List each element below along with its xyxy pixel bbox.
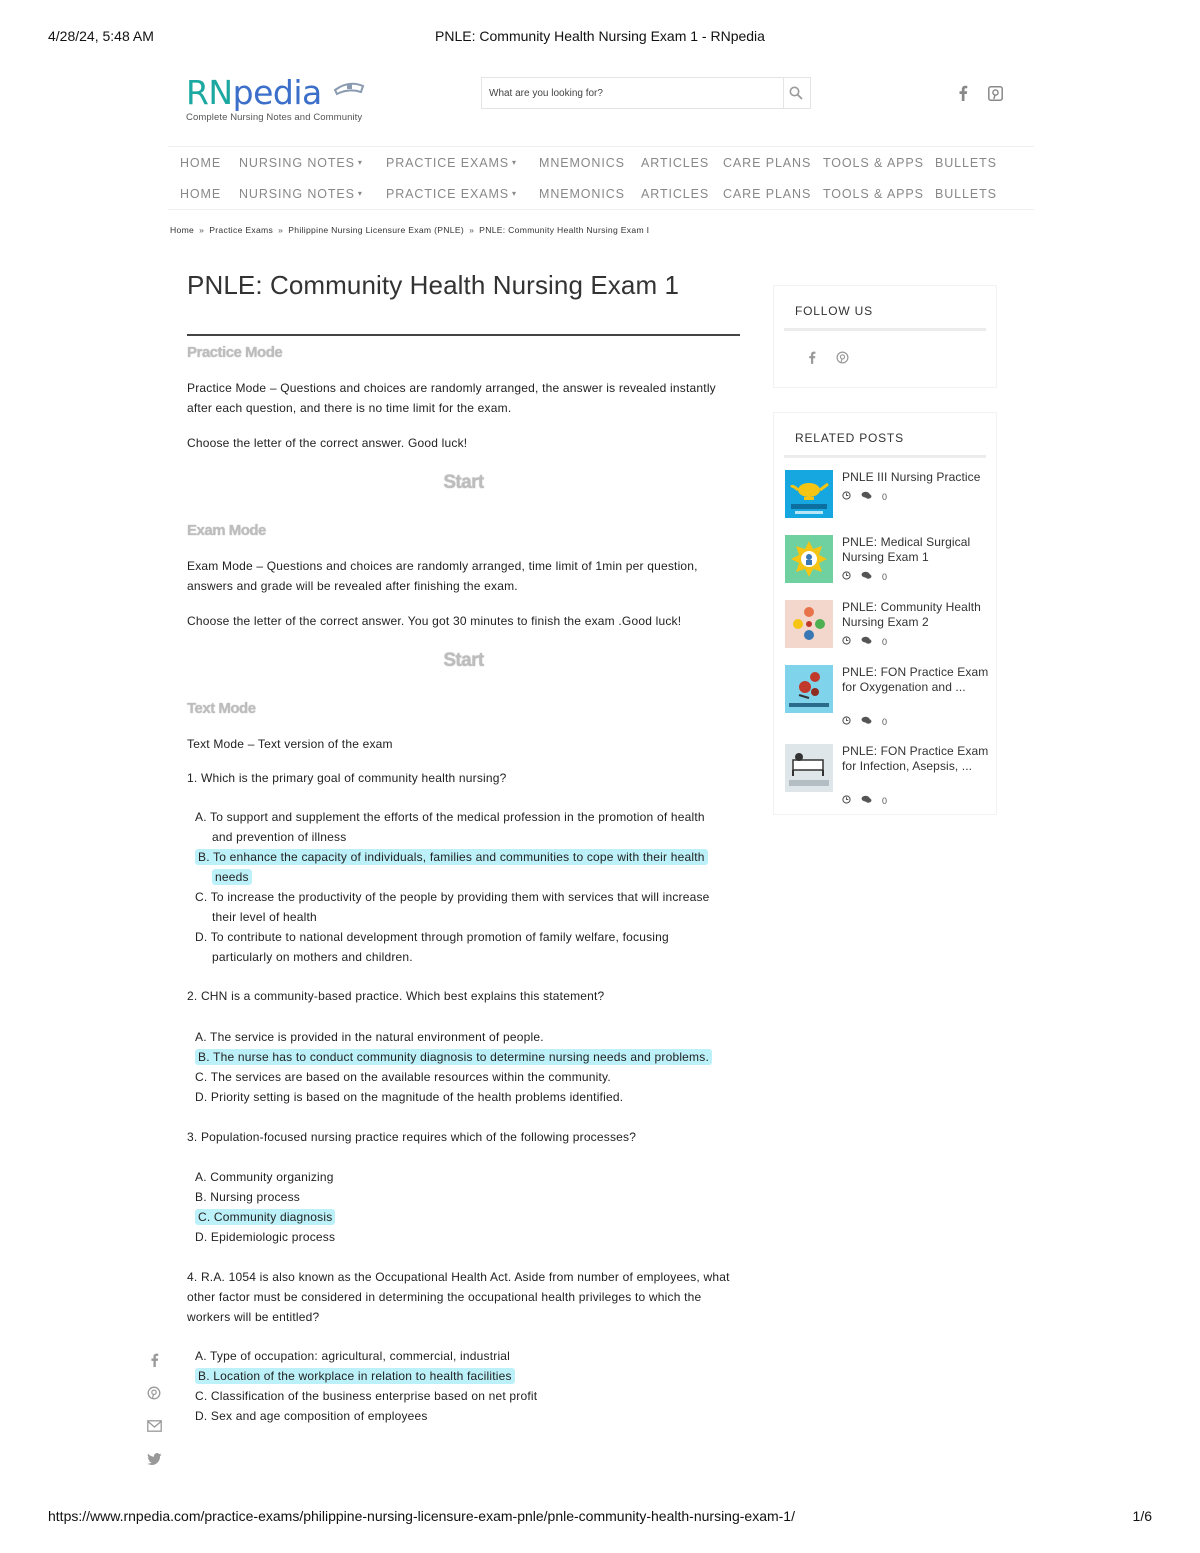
print-title: PNLE: Community Health Nursing Exam 1 - RNpedia	[435, 28, 765, 44]
nav-care-plans[interactable]	[723, 156, 811, 170]
search-icon	[789, 86, 803, 100]
nav-articles-label: ARTICLES	[641, 155, 710, 170]
nav-articles[interactable]	[641, 156, 709, 170]
caret-down-icon: ▾	[357, 157, 363, 167]
choice-text: B. Nursing process	[195, 1190, 300, 1204]
breadcrumb-home[interactable]: Home	[170, 225, 195, 235]
facebook-icon[interactable]	[808, 351, 816, 367]
comment-count: 0	[882, 571, 888, 582]
nav-nursing-notes[interactable]	[239, 187, 363, 201]
question-4: 4. R.A. 1054 is also known as the Occupational Health Act. Aside from number of employees, what other factor must be considered in determining the occupational health privileges to which the workers will be entitled?	[187, 1270, 730, 1324]
related-posts-widget	[773, 412, 997, 815]
choice-text: D. Epidemiologic process	[195, 1230, 336, 1244]
nav-home-label: HOME	[180, 186, 222, 201]
related-posts-title: RELATED POSTS	[784, 413, 986, 458]
comments-icon	[861, 636, 872, 647]
choice-3a	[195, 1167, 715, 1187]
question-2-choices	[195, 1027, 740, 1107]
choice-text: A. Type of occupation: agricultural, commercial, industrial	[195, 1349, 511, 1363]
clock-icon	[842, 795, 851, 806]
breadcrumb	[170, 225, 649, 235]
choice-4b-correct	[195, 1366, 715, 1386]
choice-text-highlighted: B. The nurse has to conduct community diagnosis to determine nursing needs and problems.	[195, 1049, 712, 1065]
question-1-choices	[195, 807, 740, 967]
twitter-icon[interactable]	[144, 1449, 164, 1469]
nav-care-plans-label: CARE PLANS	[723, 186, 812, 201]
related-post-meta	[842, 571, 887, 582]
practice-mode-label: Practice Mode	[187, 381, 267, 395]
choice-2b-correct	[195, 1047, 715, 1067]
text-mode-description	[187, 734, 740, 754]
nav-mnemonics-label: MNEMONICS	[539, 186, 625, 201]
nav-mnemonics-label: MNEMONICS	[539, 155, 625, 170]
comment-count: 0	[882, 636, 888, 647]
nav-nursing-notes-label: NURSING NOTES	[239, 155, 355, 170]
related-post-meta	[842, 716, 887, 727]
pinterest-icon[interactable]	[144, 1383, 164, 1403]
choice-text-highlighted: C. Community diagnosis	[195, 1209, 335, 1225]
nav-articles-label: ARTICLES	[641, 186, 710, 201]
search-input[interactable]	[482, 78, 784, 108]
choice-1a	[195, 807, 715, 847]
nav-tools-apps-label: TOOLS & APPS	[823, 155, 924, 170]
search-button[interactable]	[782, 78, 810, 108]
practice-start-button[interactable]: Start	[443, 472, 484, 493]
nav-bullets-label: BULLETS	[935, 155, 997, 170]
comments-icon	[861, 571, 872, 582]
clock-icon	[842, 571, 851, 582]
nurse-cap-icon	[332, 76, 366, 96]
nav-care-plans-label: CARE PLANS	[723, 155, 812, 170]
page-title: PNLE: Community Health Nursing Exam 1	[187, 270, 680, 300]
choice-3d	[195, 1227, 715, 1247]
comment-count: 0	[882, 795, 888, 806]
choice-2c	[195, 1067, 715, 1087]
sidebar	[773, 285, 997, 815]
title-divider	[187, 334, 740, 336]
nav-tools-apps-label: TOOLS & APPS	[823, 186, 924, 201]
exam-mode-description	[187, 556, 740, 596]
comment-count: 0	[882, 716, 888, 727]
text-mode-desc: – Text version of the exam	[244, 737, 393, 751]
text-mode-heading: Text Mode	[187, 700, 256, 717]
choice-3c-correct	[195, 1207, 715, 1227]
question-4-choices	[195, 1346, 740, 1426]
breadcrumb-pnle[interactable]: Philippine Nursing Licensure Exam (PNLE)	[288, 225, 465, 235]
comments-icon	[861, 795, 872, 806]
nav-nursing-notes-label: NURSING NOTES	[239, 186, 355, 201]
practice-mode-desc: – Questions and choices are randomly arranged, the answer is revealed instantly after each question, and there is no time limit for the exam.	[187, 381, 716, 415]
nav-tools-apps[interactable]	[823, 156, 924, 170]
choice-text-highlighted: B. To enhance the capacity of individuals, families and communities to cope with their health needs	[195, 849, 708, 885]
choice-text: A. To support and supplement the efforts of the medical profession in the promotion of health and prevention of illness	[195, 810, 705, 844]
related-post[interactable]	[785, 535, 996, 600]
exam-mode-instruction: Choose the letter of the correct answer. You got 30 minutes to finish the exam .Good luck!	[187, 614, 682, 628]
page	[168, 60, 1034, 1480]
choice-text: D. Sex and age composition of employees	[195, 1409, 428, 1423]
nav-articles[interactable]	[641, 187, 709, 201]
related-post-thumbnail	[785, 744, 833, 792]
nav-tools-apps[interactable]	[823, 187, 924, 201]
breadcrumb-practice-exams[interactable]: Practice Exams	[209, 225, 274, 235]
floating-share-bar	[144, 1350, 164, 1482]
main-content	[187, 260, 740, 1426]
facebook-icon[interactable]	[954, 84, 972, 102]
print-page-count: 1/6	[1132, 1508, 1152, 1524]
related-post[interactable]	[785, 470, 996, 535]
search-box	[481, 77, 811, 109]
related-post-thumbnail	[785, 665, 833, 713]
logo-pedia: pedia	[232, 73, 322, 112]
question-1: 1. Which is the primary goal of community health nursing?	[187, 771, 507, 785]
choice-text-highlighted: B. Location of the workplace in relation to health facilities	[195, 1368, 515, 1384]
nav-practice-exams[interactable]	[386, 187, 517, 201]
question-3-choices	[195, 1167, 740, 1247]
logo-tagline: Complete Nursing Notes and Community	[186, 112, 363, 123]
related-post-title[interactable]: PNLE: FON Practice Exam for Infection, Asepsis, ...	[842, 744, 989, 773]
nav-care-plans[interactable]	[723, 187, 811, 201]
site-logo[interactable]	[186, 74, 366, 130]
related-post[interactable]	[785, 600, 996, 665]
print-footer	[48, 1508, 1152, 1528]
caret-down-icon: ▾	[357, 188, 363, 198]
exam-mode-label: Exam Mode	[187, 559, 253, 573]
choice-1b-correct	[195, 847, 715, 887]
nav-bullets-label: BULLETS	[935, 186, 997, 201]
question-3: 3. Population-focused nursing practice requires which of the following processes?	[187, 1130, 637, 1144]
breadcrumb-separator: »	[469, 225, 475, 235]
related-post[interactable]	[785, 744, 996, 804]
nav-mnemonics[interactable]	[539, 187, 625, 201]
choice-1c	[195, 887, 715, 927]
facebook-icon[interactable]	[144, 1350, 164, 1370]
choice-4c	[195, 1386, 715, 1406]
follow-us-title: FOLLOW US	[784, 286, 986, 331]
print-date: 4/28/24, 5:48 AM	[48, 28, 154, 44]
practice-mode-description	[187, 378, 740, 418]
follow-icons	[774, 331, 996, 387]
nav-home[interactable]	[180, 187, 221, 201]
related-post-meta	[842, 636, 887, 647]
clock-icon	[842, 716, 851, 727]
print-header	[48, 28, 1152, 48]
main-nav	[168, 146, 1034, 178]
practice-mode-heading: Practice Mode	[187, 344, 283, 361]
comments-icon	[861, 716, 872, 727]
comment-count: 0	[882, 491, 888, 502]
related-post-title[interactable]: PNLE III Nursing Practice	[842, 470, 981, 484]
choice-text: A. Community organizing	[195, 1170, 334, 1184]
nav-home-label: HOME	[180, 155, 222, 170]
practice-mode-instruction: Choose the letter of the correct answer. Good luck!	[187, 436, 468, 450]
choice-4d	[195, 1406, 715, 1426]
print-url: https://www.rnpedia.com/practice-exams/philippine-nursing-licensure-exam-pnle/pnle-community-health-nursing-exam-1/	[48, 1508, 795, 1524]
choice-text: C. The services are based on the available resources within the community.	[195, 1070, 611, 1084]
nav-practice-exams-label: PRACTICE EXAMS	[386, 186, 510, 201]
clock-icon	[842, 491, 851, 502]
choice-text: D. To contribute to national development through promotion of family welfare, focusing particularly on mothers and children.	[195, 930, 669, 964]
related-post-title[interactable]: PNLE: Medical Surgical Nursing Exam 1	[842, 535, 971, 564]
nav-nursing-notes[interactable]	[239, 156, 363, 170]
pinterest-icon[interactable]	[836, 351, 849, 367]
question-2: 2. CHN is a community-based practice. Which best explains this statement?	[187, 989, 605, 1003]
related-post-meta	[842, 491, 887, 502]
related-post-thumbnail	[785, 600, 833, 648]
related-post-thumbnail	[785, 470, 833, 518]
nav-mnemonics[interactable]	[539, 156, 625, 170]
pinterest-icon[interactable]	[986, 84, 1004, 102]
follow-us-widget	[773, 285, 997, 388]
choice-1d	[195, 927, 715, 967]
breadcrumb-separator: »	[278, 225, 284, 235]
sticky-nav	[168, 178, 1034, 210]
comments-icon	[861, 491, 872, 502]
choice-2d	[195, 1087, 715, 1107]
related-post-title[interactable]: PNLE: FON Practice Exam for Oxygenation and ...	[842, 665, 989, 694]
nav-home[interactable]	[180, 156, 221, 170]
choice-text: D. Priority setting is based on the magnitude of the health problems identified.	[195, 1090, 624, 1104]
choice-text: C. Classification of the business enterprise based on net profit	[195, 1389, 538, 1403]
choice-3b	[195, 1187, 715, 1207]
logo-rn: RN	[186, 73, 233, 112]
exam-mode-heading: Exam Mode	[187, 522, 266, 539]
choice-4a	[195, 1346, 715, 1366]
exam-start-button[interactable]: Start	[443, 650, 484, 671]
nav-bullets[interactable]	[935, 156, 997, 170]
related-post-title[interactable]: PNLE: Community Health Nursing Exam 2	[842, 600, 981, 629]
breadcrumb-separator: »	[199, 225, 205, 235]
text-mode-label: Text Mode	[187, 737, 245, 751]
header-social-links	[954, 84, 1004, 102]
caret-down-icon: ▾	[512, 188, 517, 198]
related-post-thumbnail	[785, 535, 833, 583]
related-post[interactable]	[785, 665, 996, 744]
related-posts-list	[774, 458, 996, 814]
exam-mode-desc: – Questions and choices are randomly arranged, time limit of 1min per question, answers and grade will be revealed after finishing the exam.	[187, 559, 698, 593]
related-post-meta	[842, 795, 887, 806]
nav-bullets[interactable]	[935, 187, 997, 201]
email-icon[interactable]	[144, 1416, 164, 1436]
caret-down-icon: ▾	[512, 157, 517, 167]
choice-text: C. To increase the productivity of the people by providing them with services that will increase their level of health	[195, 890, 710, 924]
nav-practice-exams-label: PRACTICE EXAMS	[386, 155, 510, 170]
breadcrumb-current: PNLE: Community Health Nursing Exam I	[479, 225, 650, 235]
choice-text: A. The service is provided in the natural environment of people.	[195, 1030, 544, 1044]
clock-icon	[842, 636, 851, 647]
nav-practice-exams[interactable]	[386, 156, 517, 170]
choice-2a	[195, 1027, 715, 1047]
